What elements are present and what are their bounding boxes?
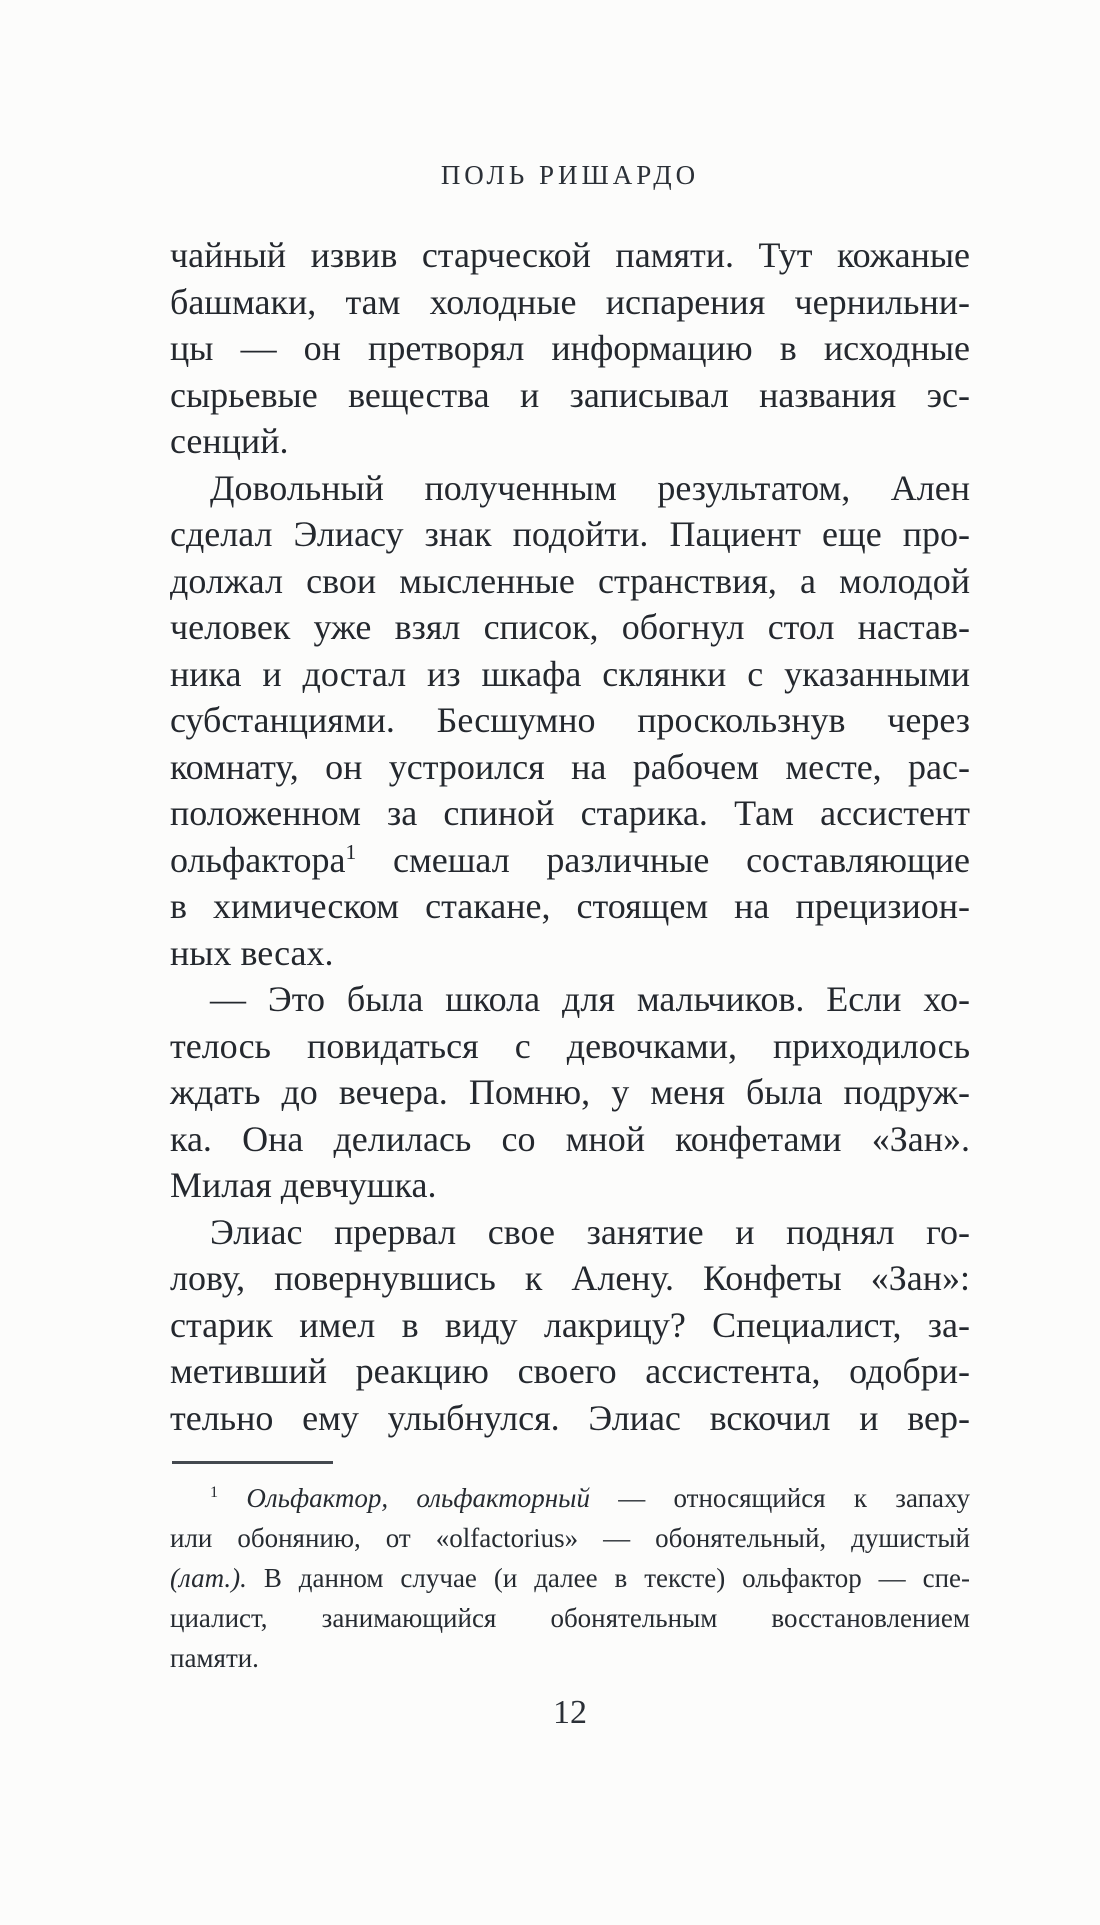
- text-segment: человек уже взял список, обогнул стол настав-: [170, 607, 970, 647]
- text-line: [170, 325, 970, 372]
- text-line: [170, 1302, 970, 1349]
- text-line: [170, 697, 970, 744]
- text-line: [170, 1395, 970, 1442]
- text-line: [170, 558, 970, 605]
- text-segment: Элиас прервал свое занятие и поднял го-: [210, 1211, 970, 1252]
- text-segment: субстанциями. Бесшумно проскользнув через: [170, 700, 970, 740]
- text-segment: башмаки, там холодные испарения чернильни-: [170, 281, 970, 322]
- text-segment: или обонянию, от «olfactorius» — обонятельный, душистый: [170, 1523, 970, 1553]
- text-segment: В данном случае (и далее в тексте) ольфактор — спе-: [246, 1563, 970, 1593]
- text-segment: ных весах.: [170, 932, 334, 973]
- text-line: [170, 1255, 970, 1302]
- text-segment: Милая девчушка.: [170, 1165, 437, 1205]
- text-segment: ника и достал из шкафа склянки с указанными: [170, 653, 970, 694]
- text-segment: циалист, занимающийся обонятельным восстановлением: [170, 1603, 970, 1633]
- text-line: [170, 1518, 970, 1558]
- text-segment: лову, повернувшись к Алену. Конфеты «Зан»:: [170, 1258, 970, 1298]
- text-line: [170, 1069, 970, 1116]
- text-segment: сенций.: [170, 421, 289, 461]
- text-segment: старик имел в виду лакрицу? Специалист, за-: [170, 1304, 970, 1345]
- text-line: [170, 1638, 970, 1678]
- text-segment: чайный извив старческой памяти. Тут кожаные: [170, 235, 970, 275]
- text-line: [170, 279, 970, 326]
- footnote-divider: [172, 1461, 333, 1464]
- text-line: [170, 1162, 970, 1209]
- text-line: [170, 372, 970, 419]
- page-header-author: ПОЛЬ РИШАРДО: [440, 160, 700, 190]
- text-segment: Ольфактор, ольфакторный: [246, 1483, 590, 1513]
- text-segment: ольфактора: [170, 839, 346, 880]
- text-segment: — Это была школа для мальчиков. Если хо-: [210, 979, 970, 1019]
- text-line: [170, 651, 970, 698]
- text-segment: — относящийся к запаху: [589, 1483, 970, 1513]
- footnote-superscript: 1: [345, 839, 357, 864]
- text-line: [170, 790, 970, 837]
- text-segment: положенном за спиной старика. Там ассистент: [170, 793, 970, 833]
- text-line: [170, 1348, 970, 1395]
- text-line: [170, 418, 970, 465]
- footnote-superscript: 1: [210, 1483, 219, 1501]
- text-segment: памяти.: [170, 1643, 259, 1673]
- text-segment: Довольный полученным результатом, Ален: [210, 467, 970, 508]
- text-segment: тельно ему улыбнулся. Элиас вскочил и вер-: [170, 1397, 970, 1438]
- text-segment: телось повидаться с девочками, приходилось: [170, 1025, 970, 1066]
- text-line: [170, 1478, 970, 1518]
- text-line: [170, 1598, 970, 1638]
- text-segment: смешал различные составляющие: [356, 839, 970, 880]
- text-line: [170, 511, 970, 558]
- text-segment: сделал Элиасу знак подойти. Пациент еще про-: [170, 514, 970, 554]
- text-segment: сырьевые вещества и записывал названия эс-: [170, 374, 970, 415]
- text-line: [170, 1116, 970, 1163]
- text-line: [170, 837, 970, 884]
- text-line: [170, 465, 970, 512]
- text-line: [170, 1209, 970, 1256]
- text-segment: ждать до вечера. Помню, у меня была подруж-: [170, 1072, 970, 1112]
- text-line: [170, 883, 970, 930]
- text-segment: метивший реакцию своего ассистента, одобри-: [170, 1351, 970, 1391]
- text-segment: должал свои мысленные странствия, а молодой: [170, 560, 970, 601]
- page-number: 12: [553, 1694, 587, 1731]
- text-line: [170, 1558, 970, 1598]
- text-line: [170, 930, 970, 977]
- text-segment: [218, 1483, 246, 1513]
- text-segment: цы — он претворял информацию в исходные: [170, 328, 970, 368]
- text-line: [170, 976, 970, 1023]
- text-segment: комнату, он устроился на рабочем месте, рас-: [170, 746, 970, 787]
- footnote: [170, 1478, 970, 1678]
- text-line: [170, 1023, 970, 1070]
- text-segment: в химическом стакане, стоящем на прецизион-: [170, 886, 970, 926]
- body-text: [170, 232, 970, 1441]
- text-segment: (лат.).: [170, 1563, 247, 1593]
- text-line: [170, 232, 970, 279]
- text-line: [170, 744, 970, 791]
- text-line: [170, 604, 970, 651]
- text-segment: ка. Она делилась со мной конфетами «Зан».: [170, 1118, 970, 1159]
